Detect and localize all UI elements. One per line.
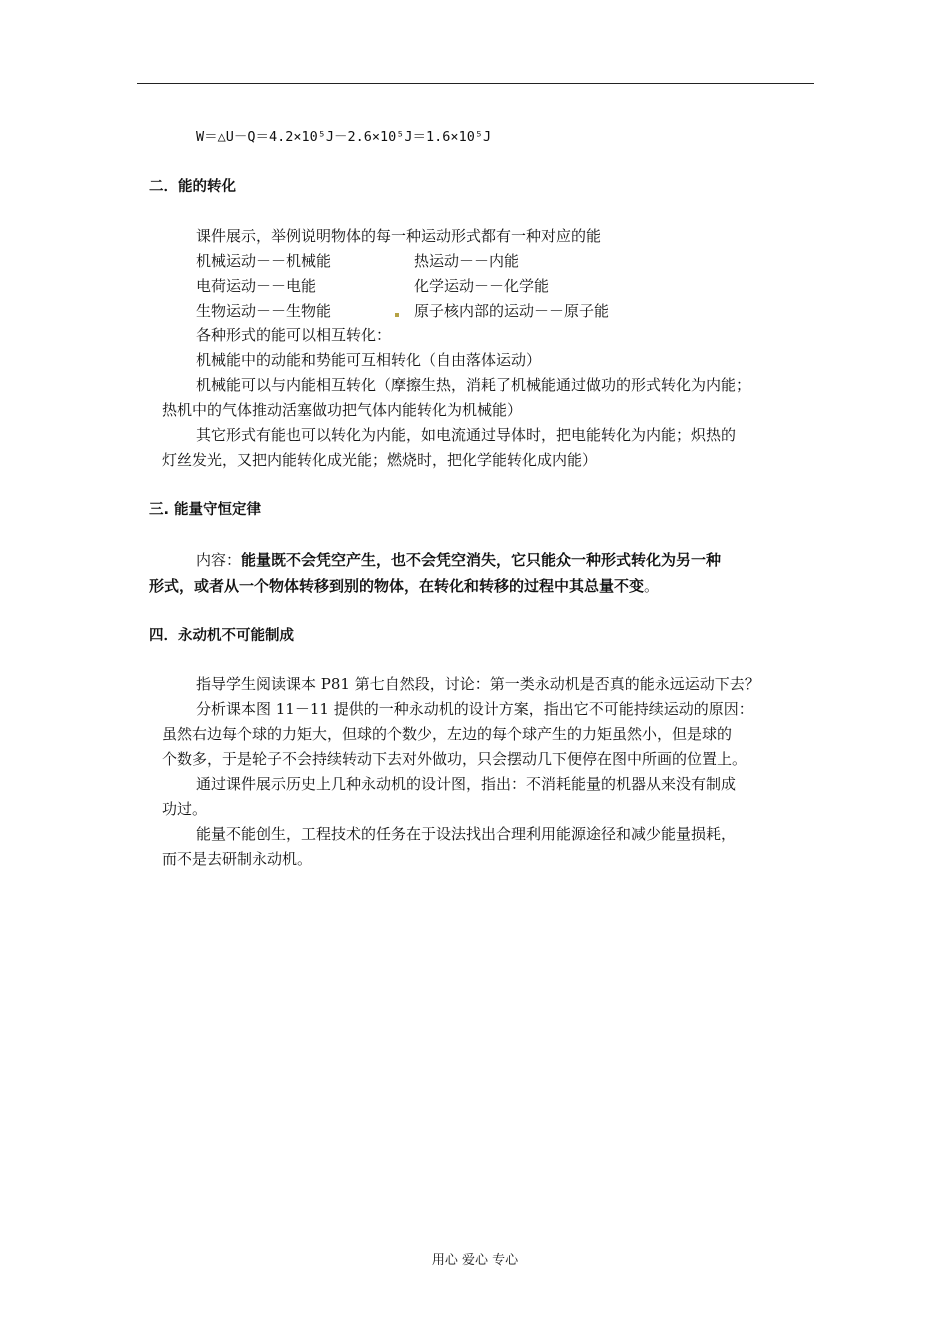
section-4-line-8: 而不是去研制永动机。 [162, 850, 313, 868]
energy-pair-1-right: 热运动－－内能 [414, 252, 520, 270]
paragraph-other-forms-a: 其它形式有能也可以转化为内能，如电流通过导体时，把电能转化为内能；炽热的 [196, 426, 737, 444]
section-4-line-2: 分析课本图 11－11 提供的一种永动机的设计方案，指出它不可能持续运动的原因： [196, 700, 754, 718]
energy-pair-3-right: 原子核内部的运动－－原子能 [414, 302, 610, 320]
section-2-intro: 课件展示，举例说明物体的每一种运动形式都有一种对应的能 [196, 227, 602, 245]
paragraph-mechanical-internal-a: 机械能可以与内能相互转化（摩擦生热，消耗了机械能通过做功的形式转化为内能； [196, 376, 752, 394]
section-4-line-5: 通过课件展示历史上几种永动机的设计图，指出：不消耗能量的机器从来没有制成 [196, 775, 737, 793]
section-4-title: 四．永动机不可能制成 [149, 628, 294, 644]
section-4-line-6: 功过。 [162, 800, 208, 818]
section-4-line-3: 虽然右边每个球的力矩大，但球的个数少，左边的每个球产生的力矩虽然小，但是球的 [162, 725, 733, 743]
law-line-1 [196, 551, 721, 569]
page-footer: 用心 爱心 专心 [431, 1253, 519, 1268]
paragraph-kinetic-potential: 机械能中的动能和势能可互相转化（自由落体运动） [196, 351, 542, 369]
work-formula: W＝△U－Q＝4.2×10⁵J－2.6×10⁵J＝1.6×10⁵J [196, 129, 492, 145]
energy-pair-1-left: 机械运动－－机械能 [196, 252, 332, 270]
conversion-statement: 各种形式的能可以相互转化： [196, 326, 392, 344]
paragraph-other-forms-b: 灯丝发光，又把内能转化成光能；燃烧时，把化学能转化成内能） [162, 451, 598, 469]
paragraph-mechanical-internal-b: 热机中的气体推动活塞做功把气体内能转化为机械能） [162, 401, 523, 419]
law-line-2 [149, 577, 659, 595]
section-4-line-1: 指导学生阅读课本 P81 第七自然段，讨论：第一类永动机是否真的能永远运动下去？ [196, 675, 760, 693]
section-4-line-7: 能量不能创生，工程技术的任务在于设法找出合理利用能源途径和减少能量损耗， [196, 825, 737, 843]
section-2-title: 二．能的转化 [149, 179, 236, 195]
energy-pair-2-right: 化学运动－－化学能 [414, 277, 550, 295]
energy-pair-3-left: 生物运动－－生物能 [196, 302, 332, 320]
header-rule [137, 83, 814, 84]
law-label: 内容： [196, 551, 242, 569]
section-3-title: 三. 能量守恒定律 [149, 502, 262, 518]
energy-pair-2-left: 电荷运动－－电能 [196, 277, 317, 295]
stray-mark [395, 313, 399, 317]
law-end: 。 [644, 577, 660, 595]
section-4-line-4: 个数多，于是轮子不会持续转动下去对外做功，只会摆动几下便停在图中所画的位置上。 [162, 750, 748, 768]
law-text-a: 能量既不会凭空产生，也不会凭空消失，它只能众一种形式转化为另一种 [241, 551, 722, 569]
law-text-b: 形式，或者从一个物体转移到别的物体，在转化和转移的过程中其总量不变 [149, 577, 645, 595]
